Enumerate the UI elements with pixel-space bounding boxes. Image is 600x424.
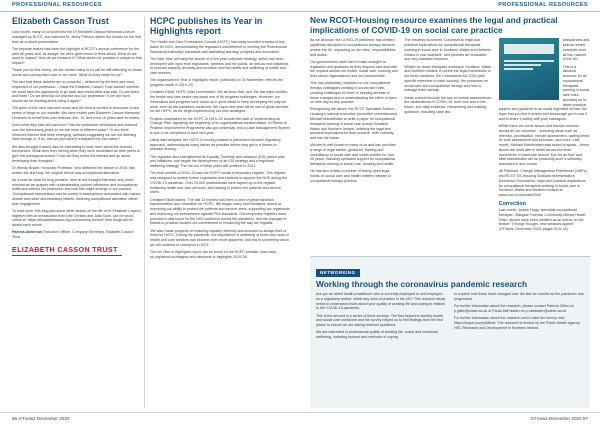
- paragraph: The New Year will bring the launch of a five-year corporate strategy, which has been developed with input from registrants, partners and the public, as well as new initiatives to promote equality, diversity and inclusion and the health and wellbeing of health and care workers.: [150, 56, 289, 76]
- paragraph: The resulting document, Coronavirus: legal and practical implications for occupational therapists working in social care in Scotland, Wales and Northern Ireland is now available, and provides an invaluable and very readable resource.: [404, 38, 492, 62]
- paragraph: The final months of 2019–20 saw the HCPC create a temporary register. This register was designed to enable former registrants and students to support the NHS during the COVID-19 pandemic. Over 25,000 professionals were signed up to the register, bolstering health and care services, and helping to protect the patients and service users.: [150, 171, 288, 195]
- right-footer: [300, 412, 600, 424]
- networking-panel: [310, 256, 590, 408]
- paragraph: Written for those therapists working in Scotland, Wales and Northern Ireland, it covers the legal frameworks in the three countries, the Coronavirus Act 2020 (with specific reference to each country), the pressures on social care and occupational therapy and how to manage them lawfully.: [404, 64, 492, 93]
- article-headline: New RCOT-Housing resource examines the legal and practical implications of COVID-19 on social care practice: [310, 16, 558, 35]
- paragraph: As a trust for what for blog pointers, here is one thought that feels very much relevant as we grapple with understanding cultural influences and occupational shifts and without our profession and how this might emerge in our practice. 'Occupational interventions can be rooted in assumptions associated with racism, sexism and other discriminatory beliefs, fostering occupational alienation rather than engagement.': [12, 177, 142, 206]
- report-cover-line: [504, 64, 541, 66]
- networking-headline: Working through the coronavirus pandemic research: [316, 278, 528, 289]
- networking-columns: [316, 292, 584, 342]
- paragraph: Are you an allied health practitioner who is currently employed or self-employed as a regulatory worker, within any area of practice in the UK? This research study seeks to understand more about your quality of working life and coping in relation to the COVID-19 pandemic.: [316, 292, 446, 311]
- page-number-right: OTnews December 2020 87: [530, 416, 588, 421]
- paragraph: The full Year in Highlights report can be found on the HCPC website: www.hcpc-uk.org/about-us/insights-and-data/year-in-highlights-2019-20/: [150, 249, 278, 259]
- paragraph: Jill Pritchard, Change Management Practitioner (AHPs), and RCOT SS-Housing Scotland representative. Download Coronavirus: legal and practical implications for occupational therapists working in social care in Scotland, Wales and Northern Ireland at: www.rcot.co.uk/node/3940: [498, 169, 588, 198]
- paragraph: Christine Elliott added: 'The last 12 months has been a year of great transition, transformation and innovation for HCPC. We began many new initiatives, aimed at improving our ability to protect the patients and service users, supporting our registrants and improving our performance against PSA standards. Our temporary registers have provided a vital boost for the NHS workforce during the pandemic, and the changes to fitness to practise showed our commitment to enhancing the way we regulate.: [150, 197, 290, 226]
- paragraph: The regulator also strengthened its Equality, Diversity and Inclusion (EDI) action plan and initiatives, and began the development of an EDI strategy and a registrant wellbeing strategy. The roll-out of these plans will continue in 2021.: [150, 154, 285, 169]
- paragraph: The germ of this idea has been sown and the trust is excited to announce a new series of blogs on our website. We have invited past Elizabeth Casson Memorial Lecturers to revisit their own lectures, five, 10, and even 15 years later to review.: [12, 106, 140, 120]
- correction-box: [499, 201, 590, 232]
- author-name: Pamela Anderson: [12, 230, 43, 235]
- paragraph: We are interested in professional quality of working life, social and emotional wellbeing, including burnout and methods of coping: [316, 330, 438, 340]
- left-header-bar: [0, 0, 300, 12]
- paragraph: The keynote lecture has been the highlight of RCOT's annual conference for the past 46 years and, as always, we were given much to think about. What do we need to impact? How do we measure it? What about our practice is unique to that impact?: [12, 46, 142, 66]
- paragraph: Areas covered include the use of remote assessments, the ramifications of COVID-19, both now and in the future, and daily evidence, researching and existing guidance, including case law.: [404, 95, 492, 114]
- author-signature: [12, 230, 142, 239]
- networking-column-1: [316, 292, 446, 342]
- paragraph: Last month, many of us tuned into the Dr Elizabeth Casson Memorial Lecture, managed by RCOT, and watched Dr Jenny Preston deliver the lecture for the first time as a virtual presentation.: [12, 30, 142, 44]
- article-rcot-housing-resource: [310, 16, 590, 254]
- report-cover-title-block: [504, 44, 554, 54]
- paragraph: This has particularly impacted on our occupational therapy colleagues working in social care roles, creating challenges for them in keeping abreast of these changes and in understanding the effect of them on their day-to-day practice.: [310, 81, 397, 105]
- paragraph: Whilst there are some issues and themes common across all our countries – including areas such as referrals, prioritisation, remote assessment, waiting times for both assessment and provision, and more. Last month, Michael Mandelstam was asked to speak – these issues are dealt with in detail across the three documents; in particular around 'Eye for an Eye' and Mike Mandelstam will be producing such a summary document in due course.: [498, 124, 590, 167]
- paragraph: He has also written a number of widely-used legal books on social care and health matters relevant to occupational therapy practice.: [310, 169, 392, 183]
- report-cover-line: [504, 68, 533, 70]
- article-headline: HCPC publishes its Year in Highlights report: [150, 16, 263, 37]
- paragraph: Our governments have had to make changes to legislation and guidance as they respond and deal with the impacts across our health, social care, housing and third sector organisations and our communities.: [310, 59, 398, 79]
- paragraph: The organisation's Year in Highlights report, published on 30 November, reflects the progress made in 2019–20.: [150, 78, 283, 88]
- paragraph: For further information about the research, please contact Patricia Gillen on p.gillen@ulster.ac.uk or Paula McFadden on p.mcfadden@ulster.ac.uk: [454, 304, 574, 313]
- paragraph: This is a fabulous resource for all occupational therapists working in social care roles, providing an in-depth practical support and guidance in an easily digestible format. We hope that you find it helpful and encourage you to use it and to share it widely with your colleagues.: [498, 64, 590, 121]
- column-divider: [144, 16, 145, 408]
- paragraph: Dr Wendy Bryant, Honorary Professor, who delivered her lecture in 2016, has written the first blog; her original theme was occupational alienation.: [12, 165, 135, 175]
- paragraph: To read more, this blog and some other stories on the life of Dr Elizabeth Casson, together with an introduction from Dee Christie and Julia Scott, can be found online at: https://elizabethcasson.org.uk/memorial-lecture/ New blogs will be added each month.: [12, 208, 142, 228]
- article-column-3: [499, 38, 590, 234]
- section-tag: PROFESSIONAL RESOURCES: [12, 2, 102, 8]
- report-cover-image: [499, 38, 559, 100]
- paragraph: For further information about the research and to take the survey visit: https://tinyurl.com/y6l8trwt. The research is funded by the Public Health Agency HSC Research and Development in Northern Ireland.: [454, 316, 580, 330]
- paragraph: Using data analysis, the HCPC is moving towards a prevention-focused regulatory approach, addressing as many issues as possible before they get to a fitness to practise hearing.: [150, 137, 281, 152]
- paragraph: Thank you for this Jenny, we are certain many of us will be still reflecting on those words and turning them over in our mind: 'What do they mean for us?': [12, 68, 142, 78]
- paragraph: Michael is well known to many of us and has provided a range of legal advice, guidance, training and consultancy to social care and health entities for over 25 years, including specialist support for occupational therapists working in social care, housing and health.: [310, 143, 396, 167]
- paragraph: Recognising the above, the RCOT Specialist Section – Housing's national executive committee commissioned Michael Mandelstam to write a paper for occupational therapists working in social care across Scotland, Wales and Northern Ireland, outlining the legal and practical implications for their practice, both currently and into the future.: [310, 107, 398, 141]
- paragraph: ambulances and judicial review examples from all four nations of the UK.: [562, 38, 590, 62]
- paragraph: This is the second in a series of three surveys: The first helped to identify health and social care workforce and the survey helped us to find findings from the first phase to ensure we are asking relevant questions.: [316, 313, 444, 328]
- logo-underline: [12, 255, 122, 256]
- paragraph: to explore how these have changed over the last six months as the pandemic has progressed.: [454, 292, 584, 301]
- networking-tag: NETWORKING: [316, 269, 360, 277]
- correction-title: Correction: [498, 200, 526, 207]
- correction-text: Last month, Jeanie Hogg, specialist occupational therapist, Glasgow Forensic Community Mental Health Team, should have been credited as an author on the feature 'Through thought, new windows appear' (OTnews, December 2020, pages 30 to 33).: [498, 207, 586, 232]
- article-hcpc-year-in-highlights: [150, 16, 290, 408]
- author-role: Executive Officer, Company Secretary, Elizabeth Casson Trust: [12, 230, 134, 240]
- article-column-1: [310, 38, 398, 234]
- article-columns: [310, 38, 590, 234]
- paragraph: Projects undertaken by the HCPC in 2019–20 include the start of implementing its Change Plan, signalling the beginning of its organisational transformation. A Fitness to Practise Improvement Programme also got underway, and a Case Management System is due to be completed in April next year.: [150, 116, 290, 135]
- paragraph: Christine Elliott, HCPC chair commented: 'We all know that, over the last eight months, the health and care sector has faced one of its toughest challenges. However, our innovations and progress have stood us in good stead to keep developing the way we work, even as the pandemic continues. We hope next year will be one of great success for the HCPC, as we begin implementing our new strategies.': [150, 90, 289, 114]
- paragraph: We also thought it would also be interesting to hear more about the lectures themselves. What were they feeling when they were nominated for their peers to give this prestigious lecture? How did they select the themes and go about developing their thoughts?: [12, 144, 140, 163]
- paragraph: The Health and Care Professions Council (HCPC) has today unveiled a series of key dates for 2021, demonstrating the regulator's commitment to meeting the Professional Standards Authority's standards and facilitating learning, progress and innovation.: [150, 40, 287, 54]
- article-elizabeth-casson-trust: [12, 16, 142, 408]
- right-header-bar: [300, 0, 600, 12]
- page-number-left: 86 OTnews December 2020: [12, 416, 70, 421]
- elizabeth-casson-trust-logo: [12, 245, 142, 257]
- section-tag: PROFESSIONAL RESOURCES: [498, 2, 588, 8]
- article-column-2: [404, 38, 492, 234]
- paragraph: As we all know, the COVID-19 pandemic has created significant disruption to occupational therapy services across the UK, impacting on our roles, responsibilities and duties.: [310, 38, 396, 57]
- right-page: [300, 0, 600, 424]
- logo-text: ELIZABETH CASSON TRUST: [12, 244, 118, 254]
- article-headline: Elizabeth Casson Trust: [12, 16, 109, 26]
- networking-column-2: [454, 292, 584, 342]
- left-footer: [0, 412, 300, 424]
- paragraph: 'We also made progress on ensuring equality, diversity and inclusion is always front of mind for HCPC. During the pandemic, the importance of wellbeing of those who work in health and care services has become even more apparent, and this is something which we will continue to champion in 2021.': [150, 228, 289, 247]
- report-cover-line: [504, 60, 554, 62]
- paragraph: The fact that these lectures are so powerful – delivered by the best and most respected of our profession – made the Elizabeth Casson Trust wonder whether we could take the opportunity to go back and revisit what was said. Do we listen and learn? Do we develop our practice and our profession? If we did more, should we be thinking about doing it again?: [12, 80, 140, 104]
- paragraph: Does what they said still hold true? Has the profession developed and matured over the intervening years so we are more in different place? Or are there recurrent themes that keep emerging, perhaps suggesting we are not listening hard enough or, if so, that we just haven't translated this into action?: [12, 123, 138, 142]
